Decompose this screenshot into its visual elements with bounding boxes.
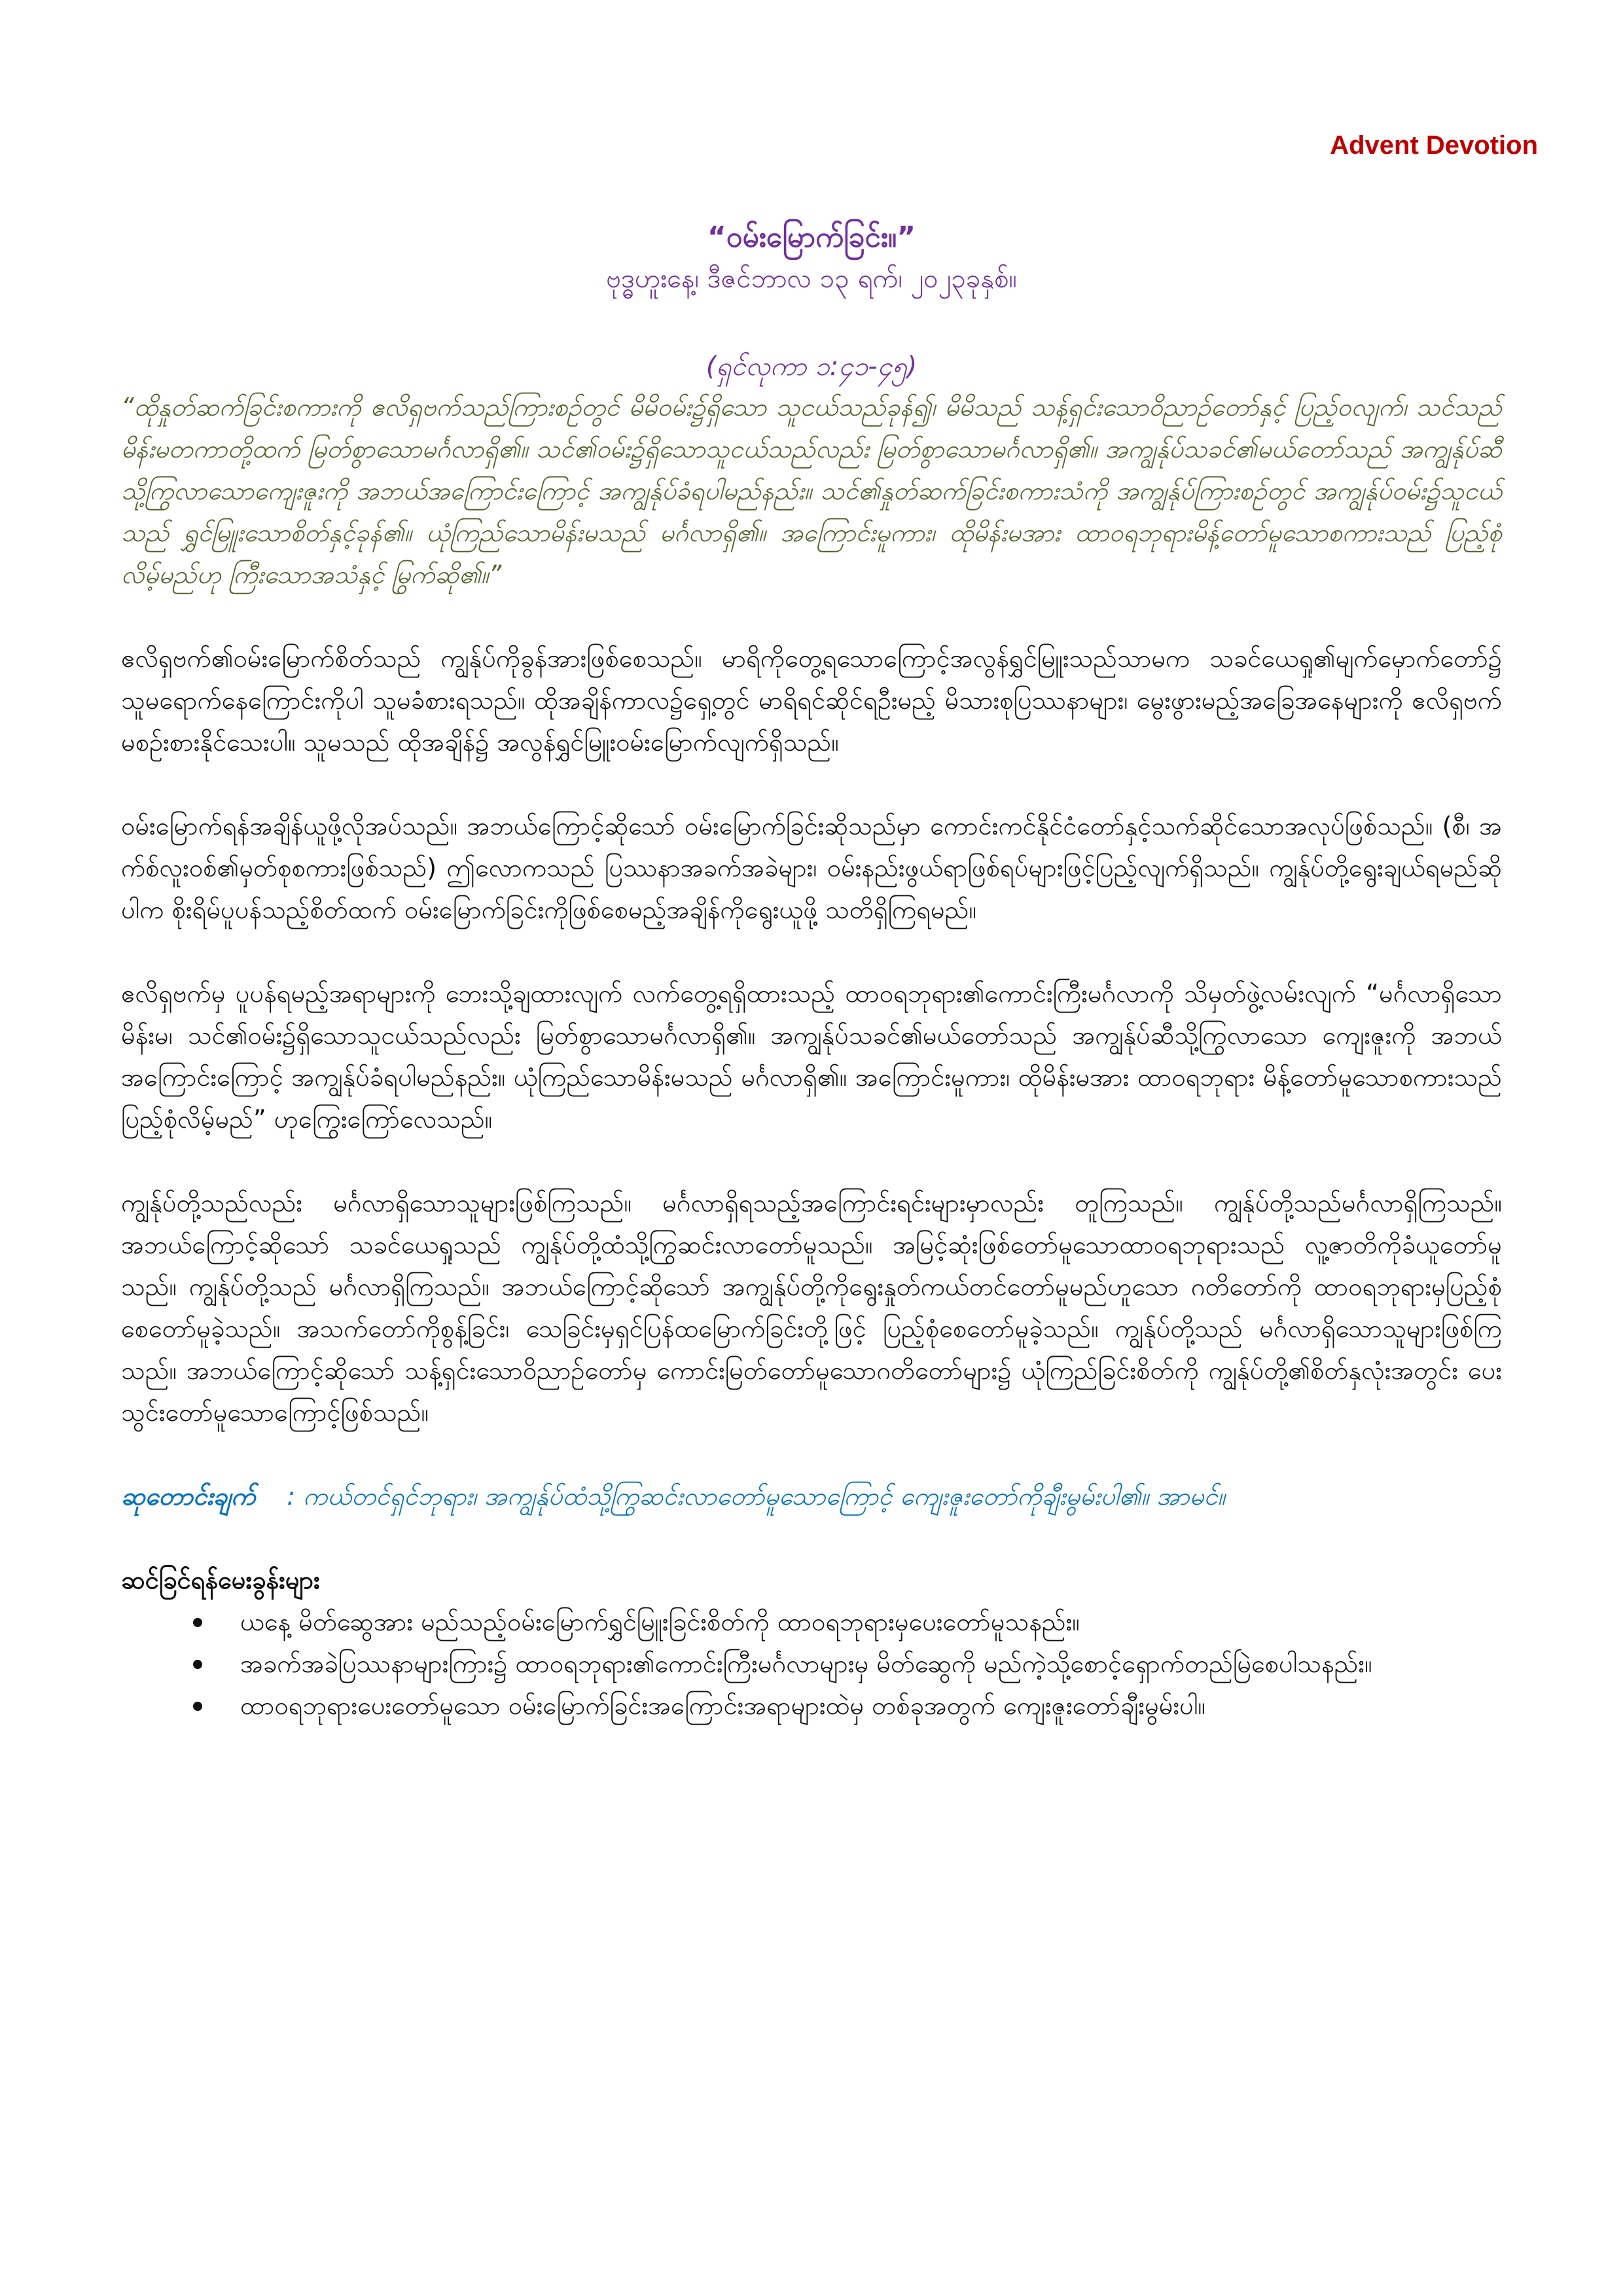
scripture-reference: (ရှင်လုကာ ၁:၄၁-၄၅)	[705, 351, 918, 382]
scripture-text: “ထိုနှုတ်ဆက်ခြင်းစကားကို ဧလိရှဗက်သည်ကြားစဉ်တွင် မိမိဝမ်း၌ရှိသော သူငယ်သည်ခုန်၍၊ မိမိသည် သန့်ရှင်းသောဝိညာဉ်တော်နှင့် ပြည့်ဝလျက်၊ သင်သည် မိန်းမတကာတို့ထက် မြတ်စွာသောမင်္ဂလာရှိ၏။ သင်၏ဝမ်း၌ရှိသောသူငယ်သည်လည်း မြတ်စွာသောမင်္ဂလာရှိ၏။ အကျွန်ုပ်သခင်၏မယ်တော်သည် အကျွန်ုပ်ဆီသို့ကြွလာသောကျေးဇူးကို အဘယ်အကြောင်းကြောင့် အကျွန်ုပ်ခံရပါမည်နည်း။ သင်၏နှုတ်ဆက်ခြင်းစကားသံကို အကျွန်ုပ်ကြားစဉ်တွင် အကျွန်ုပ်ဝမ်း၌သူငယ်သည် ရွှင်မြူးသောစိတ်နှင့်ခုန်၏။ ယုံကြည်သောမိန်းမသည် မင်္ဂလာရှိ၏။ အကြောင်းမူကား၊ ထိုမိန်းမအား ထာဝရဘုရားမိန့်တော်မူသောစကားသည် ပြည့်စုံလိမ့်မည်ဟု ကြီးသောအသံနှင့် မြွက်ဆို၏။”	[121, 393, 1502, 589]
questions-list	[121, 1601, 1502, 1727]
question-item	[193, 1601, 1502, 1643]
bullet-icon	[193, 1702, 202, 1711]
bullet-icon	[193, 1618, 202, 1627]
prayer	[121, 1475, 1502, 1517]
question-text: အခက်အခဲပြဿနာများကြား၌ ထာဝရဘုရား၏ကောင်းကြီးမင်္ဂလာများမှ မိတ်ဆွေကို မည်ကဲ့သို့စောင့်ရှောက်တည်မြဲစေပါသနည်း။	[240, 1649, 1372, 1678]
paragraph-2: ဝမ်းမြောက်ရန်အချိန်ယူဖို့လိုအပ်သည်။ အဘယ်ကြောင့်ဆိုသော် ဝမ်းမြောက်ခြင်းဆိုသည်မှာ ကောင်းကင်နိုင်ငံတော်နှင့်သက်ဆိုင်သောအလုပ်ဖြစ်သည်။ (စီ၊ အက်စ်လူးဝစ်၏မှတ်စုစကားဖြစ်သည်) ဤလောကသည် ပြဿနာအခက်အခဲများ၊ ဝမ်းနည်းဖွယ်ရာဖြစ်ရပ်များဖြင့်ပြည့်လျက်ရှိသည်။ ကျွန်ုပ်တို့ရွေးချယ်ရမည်ဆိုပါက စိုးရိမ်ပူပန်သည့်စိတ်ထက် ဝမ်းမြောက်ခြင်းကိုဖြစ်စေမည့်အချိန်ကိုရွေးယူဖို့ သတိရှိကြရမည်။	[121, 812, 1502, 924]
question-item	[193, 1685, 1502, 1727]
content	[121, 216, 1502, 1727]
question-item	[193, 1643, 1502, 1685]
paragraph-3: ဧလိရှဗက်မှ ပူပန်ရမည့်အရာများကို ဘေးသို့ချထားလျက် လက်တွေ့ရရှိထားသည့် ထာဝရဘုရား၏ကောင်းကြီးမင်္ဂလာကို သိမှတ်ဖွဲ့လမ်းလျက် “မင်္ဂလာရှိသောမိန်းမ၊ သင်၏ဝမ်း၌ရှိသောသူငယ်သည်လည်း မြတ်စွာသောမင်္ဂလာရှိ၏။ အကျွန်ုပ်သခင်၏မယ်တော်သည် အကျွန်ုပ်ဆီသို့ကြွလာသော ကျေးဇူးကို အဘယ်အကြောင်းကြောင့် အကျွန်ုပ်ခံရပါမည်နည်း။ ယုံကြည်သောမိန်းမသည် မင်္ဂလာရှိ၏။ အကြောင်းမူကား၊ ထိုမိန်းမအား ထာဝရဘုရား မိန့်တော်မူသောစကားသည် ပြည့်စုံလိမ့်မည်” ဟုကြွေးကြော်လေသည်။	[121, 979, 1502, 1134]
questions-heading: ဆင်ခြင်ရန်မေးခွန်းများ	[121, 1566, 320, 1594]
question-text: ထာဝရဘုရားပေးတော်မူသော ဝမ်းမြောက်ခြင်းအကြောင်းအရာများထဲမှ တစ်ခုအတွက် ကျေးဇူးတော်ချီးမွမ်းပါ။	[240, 1691, 1205, 1720]
paragraph-1: ဧလိရှဗက်၏ဝမ်းမြောက်စိတ်သည် ကျွန်ုပ်ကိုခွန်အားဖြစ်စေသည်။ မာရိကိုတွေ့ရသောကြောင့်အလွန်ရွှင်မြူးသည်သာမက သခင်ယေရှု၏မျက်မှောက်တော်၌ သူမရောက်နေကြောင်းကိုပါ သူမခံစားရသည်။ ထိုအချိန်ကာလ၌ရှေ့တွင် မာရိရင်ဆိုင်ရဦးမည့် မိသားစုပြဿနာများ၊ မွေးဖွားမည့်အခြေအနေများကို ဧလိရှဗက်မစဉ်းစားနိုင်သေးပါ။ သူမသည် ထိုအချိန်၌ အလွန်ရွှင်မြူးဝမ်းမြောက်လျက်ရှိသည်။	[121, 644, 1502, 757]
prayer-label: ဆုတောင်းချက်	[121, 1482, 256, 1511]
bullet-icon	[193, 1660, 202, 1669]
header-label: Advent Devotion	[1330, 131, 1538, 160]
question-text: ယနေ့ မိတ်ဆွေအား မည်သည့်ဝမ်းမြောက်ရွှင်မြူးခြင်းစိတ်ကို ထာဝရဘုရားမှပေးတော်မူသနည်း။	[240, 1607, 1080, 1636]
devotion-date: ဗုဒ္ဓဟူးနေ့၊ ဒီဇင်ဘာလ ၁၃ ရက်၊ ၂၀၂၃ခုနှစ်။	[606, 264, 1017, 294]
paragraph-4: ကျွန်ုပ်တို့သည်လည်း မင်္ဂလာရှိသောသူများဖြစ်ကြသည်။ မင်္ဂလာရှိရသည့်အကြောင်းရင်းများမှာလည်း တူကြသည်။ ကျွန်ုပ်တို့သည်မင်္ဂလာရှိကြသည်။ အဘယ်ကြောင့်ဆိုသော် သခင်ယေရှုသည် ကျွန်ုပ်တို့ထံသို့ကြွဆင်းလာတော်မူသည်။ အမြင့်ဆုံးဖြစ်တော်မူသောထာဝရဘုရားသည် လူ့ဇာတိကိုခံယူတော်မူသည်။ ကျွန်ုပ်တို့သည် မင်္ဂလာရှိကြသည်။ အဘယ်ကြောင့်ဆိုသော် အကျွန်ုပ်တို့ကိုရွေးနှုတ်ကယ်တင်တော်မူမည်ဟူသော ဂတိတော်ကို ထာဝရဘုရားမှပြည့်စုံစေတော်မူခဲ့သည်။ အသက်တော်ကိုစွန့်ခြင်း၊ သေခြင်းမှရှင်ပြန်ထမြောက်ခြင်းတို့ဖြင့် ပြည့်စုံစေတော်မူခဲ့သည်။ ကျွန်ုပ်တို့သည် မင်္ဂလာရှိသောသူများဖြစ်ကြသည်။ အဘယ်ကြောင့်ဆိုသော် သန့်ရှင်းသောဝိညာဉ်တော်မှ ကောင်းမြတ်တော်မူသောဂတိတော်များ၌ ယုံကြည်ခြင်းစိတ်ကို ကျွန်ုပ်တို့၏စိတ်နှလုံးအတွင်း ပေးသွင်းတော်မူသောကြောင့်ဖြစ်သည်။	[121, 1189, 1502, 1427]
prayer-text: : ကယ်တင်ရှင်ဘုရား၊ အကျွန်ုပ်ထံသို့ကြွဆင်းလာတော်မူသောကြောင့် ကျေးဇူးတော်ကိုချီးမွမ်းပါ၏။ အာမင်။	[287, 1482, 1226, 1511]
devotion-title: “ဝမ်းမြောက်ခြင်း။”	[707, 221, 916, 254]
